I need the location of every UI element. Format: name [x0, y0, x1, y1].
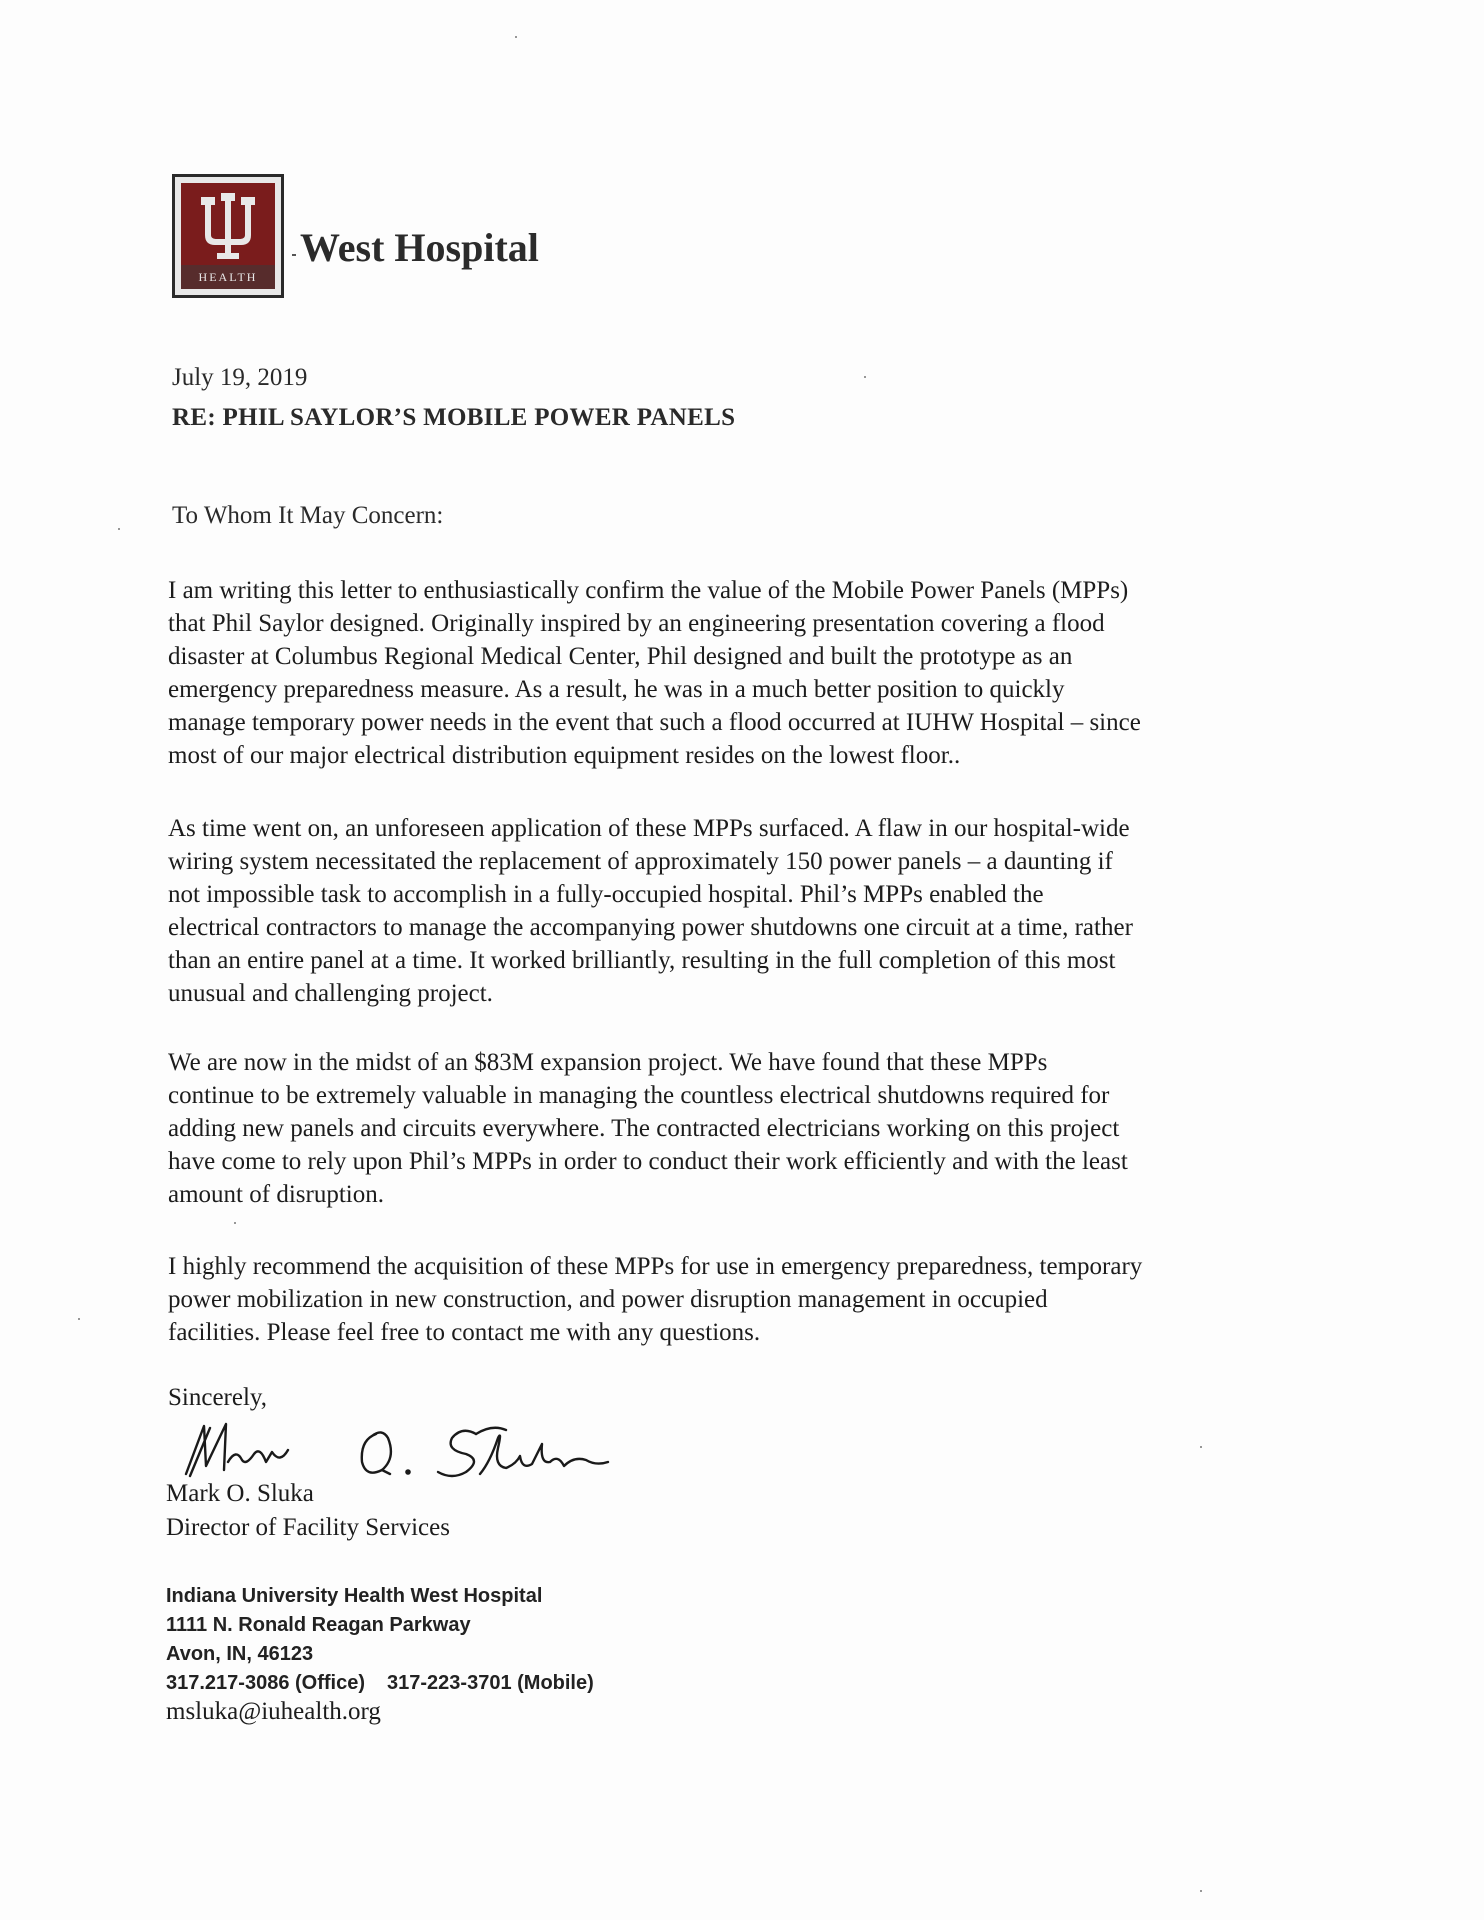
scan-speck [864, 376, 866, 378]
scan-speck [515, 36, 517, 38]
paragraph-line: most of our major electrical distribution equipment resides on the lowest floor.. [168, 742, 961, 769]
organization-name: Indiana University Health West Hospital [166, 1585, 543, 1607]
body-paragraph-1 [168, 574, 1318, 772]
logo-word: HEALTH [198, 270, 258, 284]
paragraph-line: We are now in the midst of an $83M expansion project. We have found that these MPPs [168, 1049, 1048, 1076]
signer-name: Mark O. Sluka [166, 1480, 314, 1507]
paragraph-line: emergency preparedness measure. As a result, he was in a much better position to quickly [168, 676, 1065, 703]
body-paragraph-3 [168, 1046, 1318, 1211]
office-phone[interactable]: 317.217-3086 (Office) [166, 1672, 366, 1694]
paragraph-line: manage temporary power needs in the event that such a flood occurred at IUHW Hospital – since [168, 709, 1141, 736]
paragraph-line: amount of disruption. [168, 1181, 384, 1208]
paragraph-line: disaster at Columbus Regional Medical Center, Phil designed and built the prototype as an [168, 643, 1073, 670]
paragraph-line: that Phil Saylor designed. Originally inspired by an engineering presentation covering a flood [168, 610, 1105, 637]
mobile-phone[interactable]: 317-223-3701 (Mobile) [387, 1672, 594, 1694]
signer-title: Director of Facility Services [166, 1514, 450, 1541]
salutation: To Whom It May Concern: [172, 502, 444, 529]
paragraph-line: electrical contractors to manage the accompanying power shutdowns one circuit at a time, rather [168, 914, 1133, 941]
city-state-zip: Avon, IN, 46123 [166, 1643, 314, 1665]
iu-health-logo [172, 174, 284, 298]
hospital-name: West Hospital [300, 225, 539, 270]
phone-line [166, 1669, 594, 1698]
paragraph-line: continue to be extremely valuable in managing the countless electrical shutdowns required for [168, 1082, 1110, 1109]
body-paragraph-2 [168, 812, 1318, 1010]
paragraph-line: facilities. Please feel free to contact me with any questions. [168, 1319, 761, 1346]
email-address[interactable]: msluka@iuhealth.org [166, 1698, 381, 1725]
paragraph-line: power mobilization in new construction, and power disruption management in occupied [168, 1286, 1048, 1313]
paragraph-line: I highly recommend the acquisition of these MPPs for use in emergency preparedness, temporary [168, 1253, 1143, 1280]
paragraph-line: As time went on, an unforeseen application of these MPPs surfaced. A flaw in our hospital-wide [168, 815, 1130, 842]
scan-speck [78, 1318, 80, 1320]
scan-speck [1200, 1890, 1202, 1892]
street-address: 1111 N. Ronald Reagan Parkway [166, 1614, 471, 1636]
scan-speck [1200, 1446, 1202, 1448]
paragraph-line: not impossible task to accomplish in a fully-occupied hospital. Phil’s MPPs enabled the [168, 881, 1044, 908]
paragraph-line: than an entire panel at a time. It worked brilliantly, resulting in the full completion of this most [168, 947, 1116, 974]
paragraph-line: I am writing this letter to enthusiastically confirm the value of the Mobile Power Panels (MPPs) [168, 577, 1129, 604]
paragraph-line: wiring system necessitated the replacement of approximately 150 power panels – a daunting if [168, 848, 1113, 875]
paragraph-line: have come to rely upon Phil’s MPPs in order to conduct their work efficiently and with the least [168, 1148, 1128, 1175]
paragraph-line: unusual and challenging project. [168, 980, 493, 1007]
paragraph-line: adding new panels and circuits everywhere. The contracted electricians working on this project [168, 1115, 1120, 1142]
closing: Sincerely, [168, 1384, 268, 1411]
scan-speck [118, 528, 120, 530]
trident-icon [181, 183, 275, 289]
scan-speck [234, 1222, 236, 1224]
contact-block [166, 1582, 594, 1698]
subject-line: RE: PHIL SAYLOR’S MOBILE POWER PANELS [172, 404, 736, 431]
body-paragraph-4 [168, 1250, 1318, 1349]
letter-date: July 19, 2019 [172, 364, 308, 391]
